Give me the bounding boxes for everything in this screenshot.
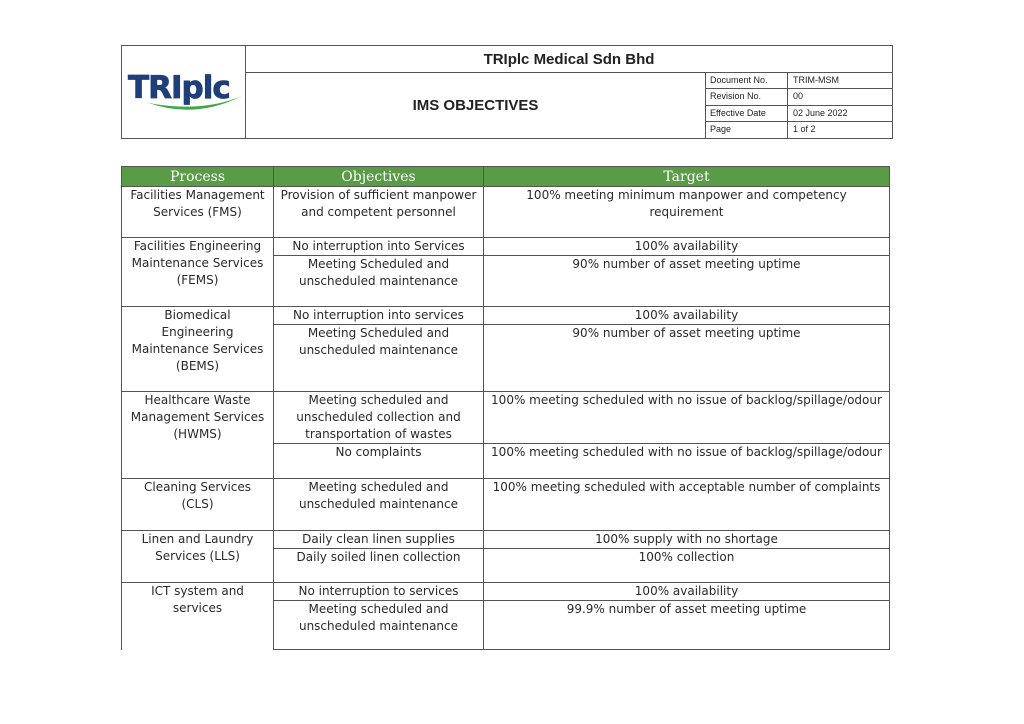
table-row	[122, 583, 890, 601]
company-logo	[122, 46, 246, 138]
meta-label: Page	[706, 122, 788, 138]
objective-cell: Meeting scheduled and unscheduled maintenance	[274, 601, 484, 650]
target-cell: 100% meeting minimum manpower and competency requirement	[484, 187, 890, 238]
target-cell: 100% meeting scheduled with acceptable number of complaints	[484, 479, 890, 531]
objectives-table	[121, 166, 890, 650]
target-cell: 100% availability	[484, 238, 890, 256]
meta-row-revision-no	[706, 89, 892, 105]
meta-label: Effective Date	[706, 106, 788, 121]
objective-cell: Daily clean linen supplies	[274, 531, 484, 549]
process-cell: Healthcare Waste Management Services (HWMS)	[122, 392, 274, 479]
process-cell: Facilities Engineering Maintenance Services (FEMS)	[122, 238, 274, 307]
target-cell: 100% meeting scheduled with no issue of backlog/spillage/odour	[484, 444, 890, 479]
objective-cell: No complaints	[274, 444, 484, 479]
meta-value: TRIM-MSM	[793, 75, 839, 85]
process-cell: Facilities Management Services (FMS)	[122, 187, 274, 238]
process-cell: ICT system and services	[122, 583, 274, 650]
company-name: TRIplc Medical Sdn Bhd	[246, 46, 892, 73]
process-cell: Biomedical Engineering Maintenance Services (BEMS)	[122, 307, 274, 392]
process-cell: Cleaning Services (CLS)	[122, 479, 274, 531]
meta-row-page	[706, 122, 892, 138]
target-cell: 99.9% number of asset meeting uptime	[484, 601, 890, 650]
objective-cell: Meeting scheduled and unscheduled collection and transportation of wastes	[274, 392, 484, 444]
table-row	[122, 187, 890, 238]
objective-cell: Daily soiled linen collection	[274, 549, 484, 583]
objective-cell: Provision of sufficient manpower and competent personnel	[274, 187, 484, 238]
process-cell: Linen and Laundry Services (LLS)	[122, 531, 274, 583]
triplc-logo-icon	[124, 68, 246, 116]
target-cell: 90% number of asset meeting uptime	[484, 325, 890, 392]
meta-row-document-no	[706, 73, 892, 89]
meta-value: 00	[793, 91, 804, 102]
table-row	[122, 531, 890, 549]
meta-label: Revision No.	[706, 89, 788, 104]
target-cell: 100% meeting scheduled with no issue of backlog/spillage/odour	[484, 392, 890, 444]
target-cell: 100% availability	[484, 583, 890, 601]
target-cell: 100% supply with no shortage	[484, 531, 890, 549]
table-header-row	[122, 167, 890, 187]
target-cell: 90% number of asset meeting uptime	[484, 256, 890, 307]
objective-cell: Meeting Scheduled and unscheduled maintenance	[274, 325, 484, 392]
target-cell: 100% collection	[484, 549, 890, 583]
target-cell: 100% availability	[484, 307, 890, 325]
svg-text:TRIplc: TRIplc	[128, 70, 230, 106]
objective-cell: No interruption into Services	[274, 238, 484, 256]
document-control-table	[705, 73, 892, 138]
document-title: IMS OBJECTIVES	[412, 97, 539, 114]
column-header-objectives: Objectives	[274, 167, 484, 187]
meta-value: 02 June 2022	[793, 107, 848, 118]
table-row	[122, 392, 890, 444]
objective-cell: Meeting scheduled and unscheduled maintenance	[274, 479, 484, 531]
meta-label: Document No.	[706, 73, 788, 88]
meta-value: 1 of 2	[793, 123, 816, 134]
table-row	[122, 307, 890, 325]
meta-row-effective-date	[706, 106, 892, 122]
table-row	[122, 238, 890, 256]
objective-cell: No interruption into services	[274, 307, 484, 325]
document-header	[121, 45, 893, 139]
objective-cell: Meeting Scheduled and unscheduled maintenance	[274, 256, 484, 307]
column-header-process: Process	[122, 167, 274, 187]
column-header-target: Target	[484, 167, 890, 187]
objective-cell: No interruption to services	[274, 583, 484, 601]
table-row	[122, 479, 890, 531]
